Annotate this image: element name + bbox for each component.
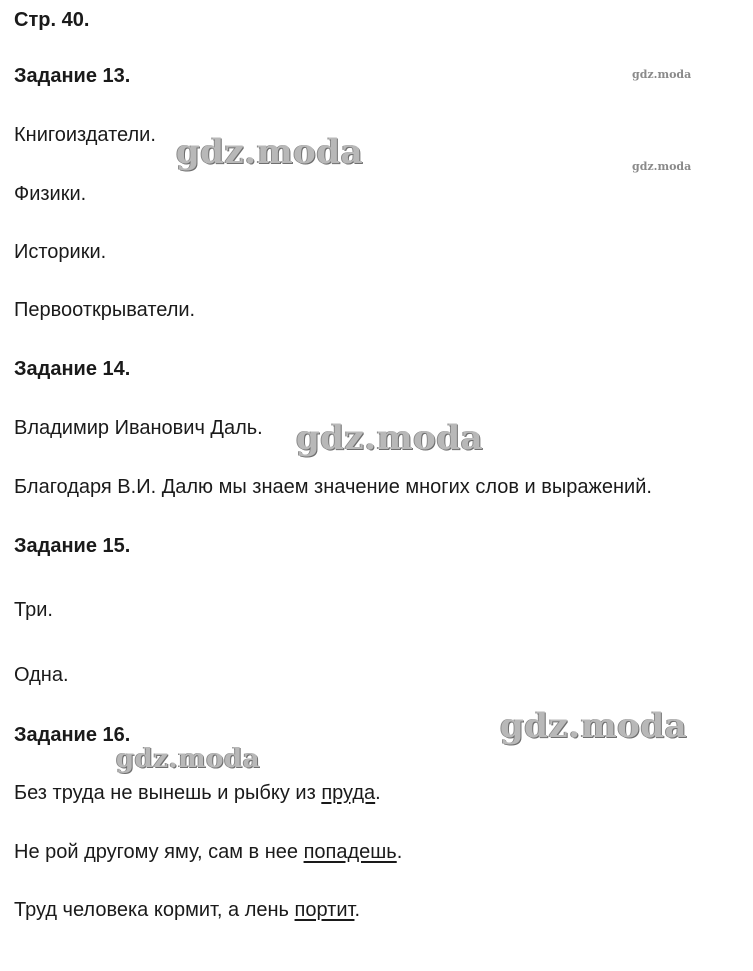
underlined-word: попадешь	[303, 841, 397, 863]
task-14-title: Задание 14.	[14, 358, 131, 380]
underlined-word: портит	[294, 899, 355, 921]
underlined-word: пруда	[321, 782, 376, 804]
task-15-answer-2: Одна.	[14, 664, 69, 686]
task-13-title: Задание 13.	[14, 65, 131, 87]
watermark-logo: gdz.moda	[500, 706, 688, 746]
page-header: Стр. 40.	[14, 9, 90, 31]
task-16-proverb-3: Труд человека кормит, а лень портит.	[14, 899, 361, 921]
task-15-title: Задание 15.	[14, 535, 131, 557]
task-16-proverb-1: Без труда не вынешь и рыбку из пруда.	[14, 782, 381, 804]
task-15-answer-1: Три.	[14, 599, 53, 621]
task-16-title: Задание 16.	[14, 724, 131, 746]
task-13-answer-4: Первооткрыватели.	[14, 299, 196, 321]
task-14-answer-2: Благодаря В.И. Далю мы знаем значение многих слов и выражений.	[14, 476, 652, 498]
watermark-logo: gdz.moda	[632, 160, 692, 173]
watermark-logo: gdz.moda	[176, 132, 364, 172]
task-16-proverb-2: Не рой другому яму, сам в нее попадешь.	[14, 841, 403, 863]
watermark-logo: gdz.moda	[632, 68, 692, 81]
watermark-logo: gdz.moda	[116, 744, 261, 774]
task-14-answer-1: Владимир Иванович Даль.	[14, 417, 263, 439]
watermark-logo: gdz.moda	[296, 418, 484, 458]
task-13-answer-1: Книгоиздатели.	[14, 124, 156, 146]
task-13-answer-2: Физики.	[14, 183, 87, 205]
task-13-answer-3: Историки.	[14, 241, 107, 263]
